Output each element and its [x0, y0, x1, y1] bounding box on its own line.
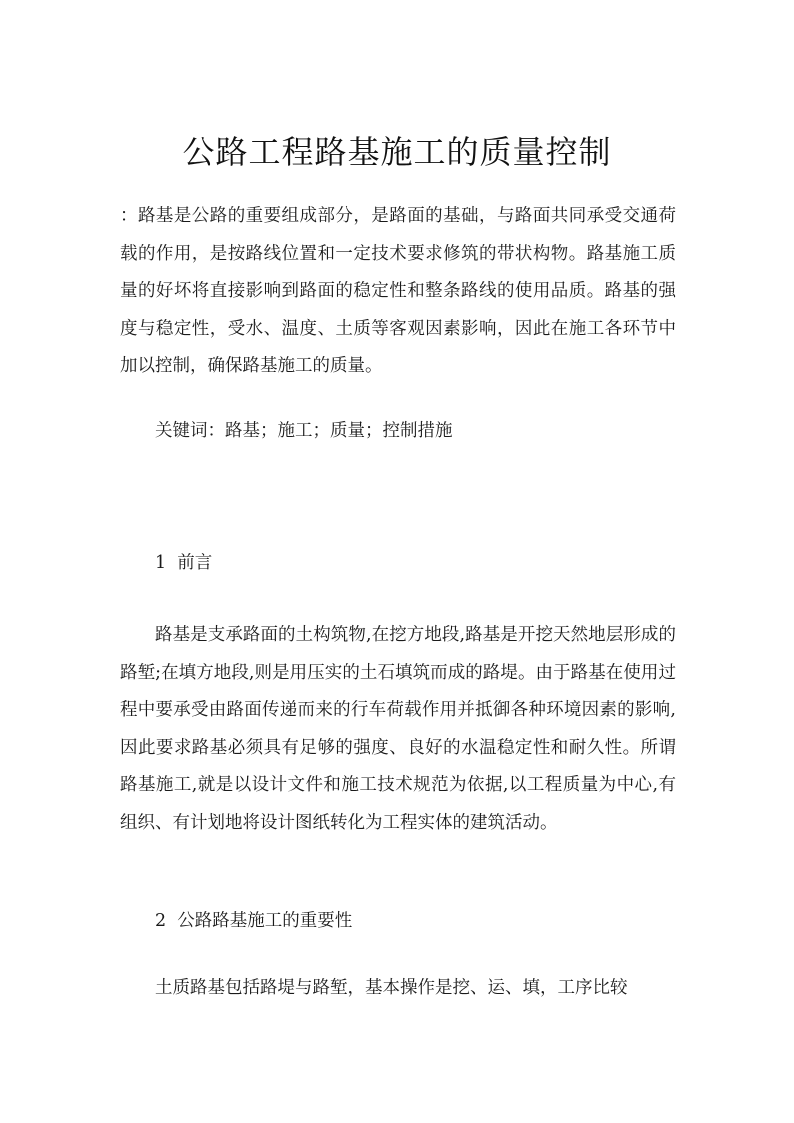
section-body-2: 土质路基包括路堤与路堑，基本操作是挖、运、填，工序比较 — [155, 978, 628, 998]
abstract-paragraph: ：路基是公路的重要组成部分，是路面的基础，与路面共同承受交通荷载的作用，是按路线位置和一定技术要求修筑的带状构物。路基施工质量的好坏将直接影响到路面的稳定性和整条路线的使用品质。路基的强度与稳定性，受水、温度、土质等客观因素影响，因此在施工各环节中加以控制，确保路基施工的质量。 — [120, 206, 676, 376]
keywords-line: 关键词：路基；施工；质量；控制措施 — [155, 421, 453, 441]
section-body-1: 路基是支承路面的土构筑物,在挖方地段,路基是开挖天然地层形成的路堑;在填方地段,则是用压实的土石填筑而成的路堤。由于路基在使用过程中要承受由路面传递而来的行车荷载作用并抵御各种环境因素的影响,因此要求路基必须具有足够的强度、良好的水温稳定性和耐久性。所谓路基施工,就是以设计文件和施工技术规范为依据,以工程质量为中心,有组织、有计划地将设计图纸转化为工程实体的建筑活动。 — [120, 625, 676, 833]
document-title: 公路工程路基施工的质量控制 — [182, 133, 612, 171]
section-heading-2: 2 公路路基施工的重要性 — [155, 911, 353, 931]
section-heading-1: 1 前言 — [155, 553, 213, 573]
